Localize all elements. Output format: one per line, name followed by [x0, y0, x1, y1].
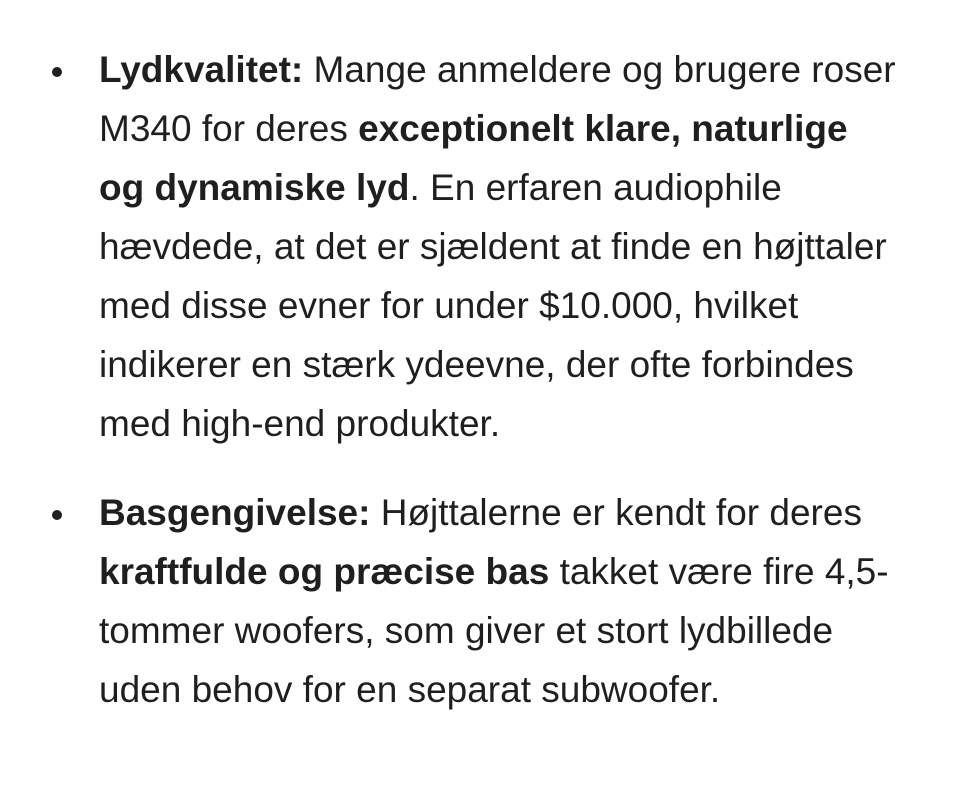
item-emphasis: exceptionelt klare, naturlige og dynamiske lyd	[99, 108, 848, 208]
list-item-lydkvalitet	[0, 40, 960, 453]
bullet-dot-icon	[52, 510, 62, 520]
item-term: Lydkvalitet:	[99, 49, 304, 90]
item-text: . En erfaren audiophile hævdede, at det er sjældent at finde en højttaler med disse evner for under $10.000, hvilket indikerer en stærk ydeevne, der ofte forbindes med high-end produkter.	[99, 167, 887, 444]
list-item-basgengivelse	[0, 483, 960, 719]
bullet-list	[0, 40, 960, 749]
bullet-dot-icon	[52, 67, 62, 77]
item-text: Mange anmeldere og brugere roser M340 for deres	[99, 49, 896, 149]
item-text: Højttalerne er kendt for deres	[370, 492, 862, 533]
item-term: Basgengivelse:	[99, 492, 371, 533]
item-text: takket være fire 4,5-tommer woofers, som giver et stort lydbillede uden behov for en separat subwoofer.	[99, 551, 889, 710]
item-emphasis: kraftfulde og præcise bas	[99, 551, 550, 592]
